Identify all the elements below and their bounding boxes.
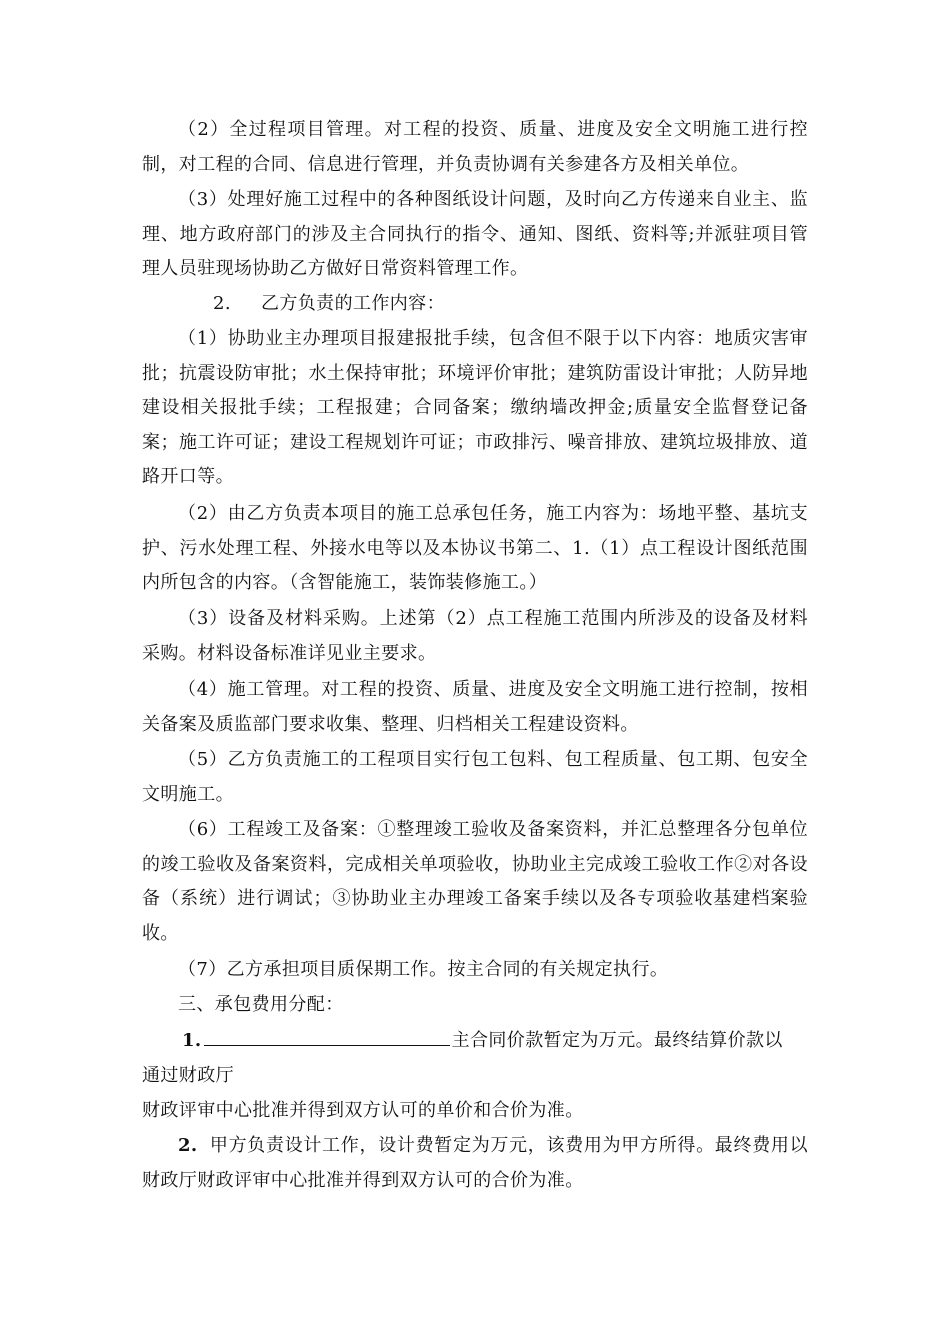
cost-item-1-line3: 财政评审中心批准并得到双方认可的单价和合价为准。 xyxy=(142,1100,584,1121)
heading-party-b-duties xyxy=(213,287,445,322)
cost-item-1-line2: 通过财政厅 xyxy=(142,1065,234,1086)
paragraph-general-contracting: （2）由乙方负责本项目的施工总承包任务，施工内容为：场地平整、基坑支护、污水处理工程、外接水电等以及本协议书第二、1.（1）点工程设计图纸范围内所包含的内容。（含智能施工，装饰装修施工。） xyxy=(142,503,808,593)
paragraph-warranty: （7）乙方承担项目质保期工作。按主合同的有关规定执行。 xyxy=(178,959,669,980)
cost-item-1-number: 1. xyxy=(182,1030,202,1051)
heading-text: 乙方负责的工作内容： xyxy=(260,293,445,314)
cost-item-2 xyxy=(142,1129,808,1198)
cost-item-2-number: 2. xyxy=(178,1135,198,1156)
blank-fill-line xyxy=(204,1027,450,1046)
heading-number: 2. xyxy=(213,293,231,314)
paragraph-approval-procedures: （1）协助业主办理项目报建报批手续，包含但不限于以下内容：地质灾害审批；抗震设防审批；水土保持审批；环境评价审批；建筑防雷设计审批；人防异地建设相关报批手续；工程报建；合同备案；缴纳墙改押金;质量安全监督登记备案；施工许可证；建设工程规划许可证；市政排污、噪音排放、建筑垃圾排放、道路开口等。 xyxy=(142,328,808,487)
cost-item-1 xyxy=(182,1024,783,1059)
section-heading-cost-allocation: 三、承包费用分配： xyxy=(178,994,344,1015)
cost-item-1-text: 主合同价款暂定为万元。最终结算价款以 xyxy=(451,1030,783,1051)
paragraph-completion-acceptance: （6）工程竣工及备案：①整理竣工验收及备案资料，并汇总整理各分包单位的竣工验收及备案资料，完成相关单项验收，协助业主完成竣工验收工作②对各设备（系统）进行调试；③协助业主办理竣工备案手续以及各专项验收基建档案验收。 xyxy=(142,819,808,944)
cost-item-2-text: 甲方负责设计工作，设计费暂定为万元，该费用为甲方所得。最终费用以财政厅财政评审中心批准并得到双方认可的合价为准。 xyxy=(142,1135,808,1191)
paragraph-equipment-procurement: （3）设备及材料采购。上述第（2）点工程施工范围内所涉及的设备及材料采购。材料设备标准详见业主要求。 xyxy=(142,608,808,664)
paragraph-full-process-management: （2）全过程项目管理。对工程的投资、质量、进度及安全文明施工进行控制，对工程的合同、信息进行管理，并负责协调有关参建各方及相关单位。 xyxy=(142,119,808,175)
paragraph-construction-management: （4）施工管理。对工程的投资、质量、进度及安全文明施工进行控制，按相关备案及质监部门要求收集、整理、归档相关工程建设资料。 xyxy=(142,679,808,735)
paragraph-turnkey-contracting: （5）乙方负责施工的工程项目实行包工包料、包工程质量、包工期、包安全文明施工。 xyxy=(142,749,808,805)
paragraph-drawing-issues: （3）处理好施工过程中的各种图纸设计问题，及时向乙方传递来自业主、监理、地方政府部门的涉及主合同执行的指令、通知、图纸、资料等;并派驻项目管理人员驻现场协助乙方做好日常资料管理工作。 xyxy=(142,189,808,279)
